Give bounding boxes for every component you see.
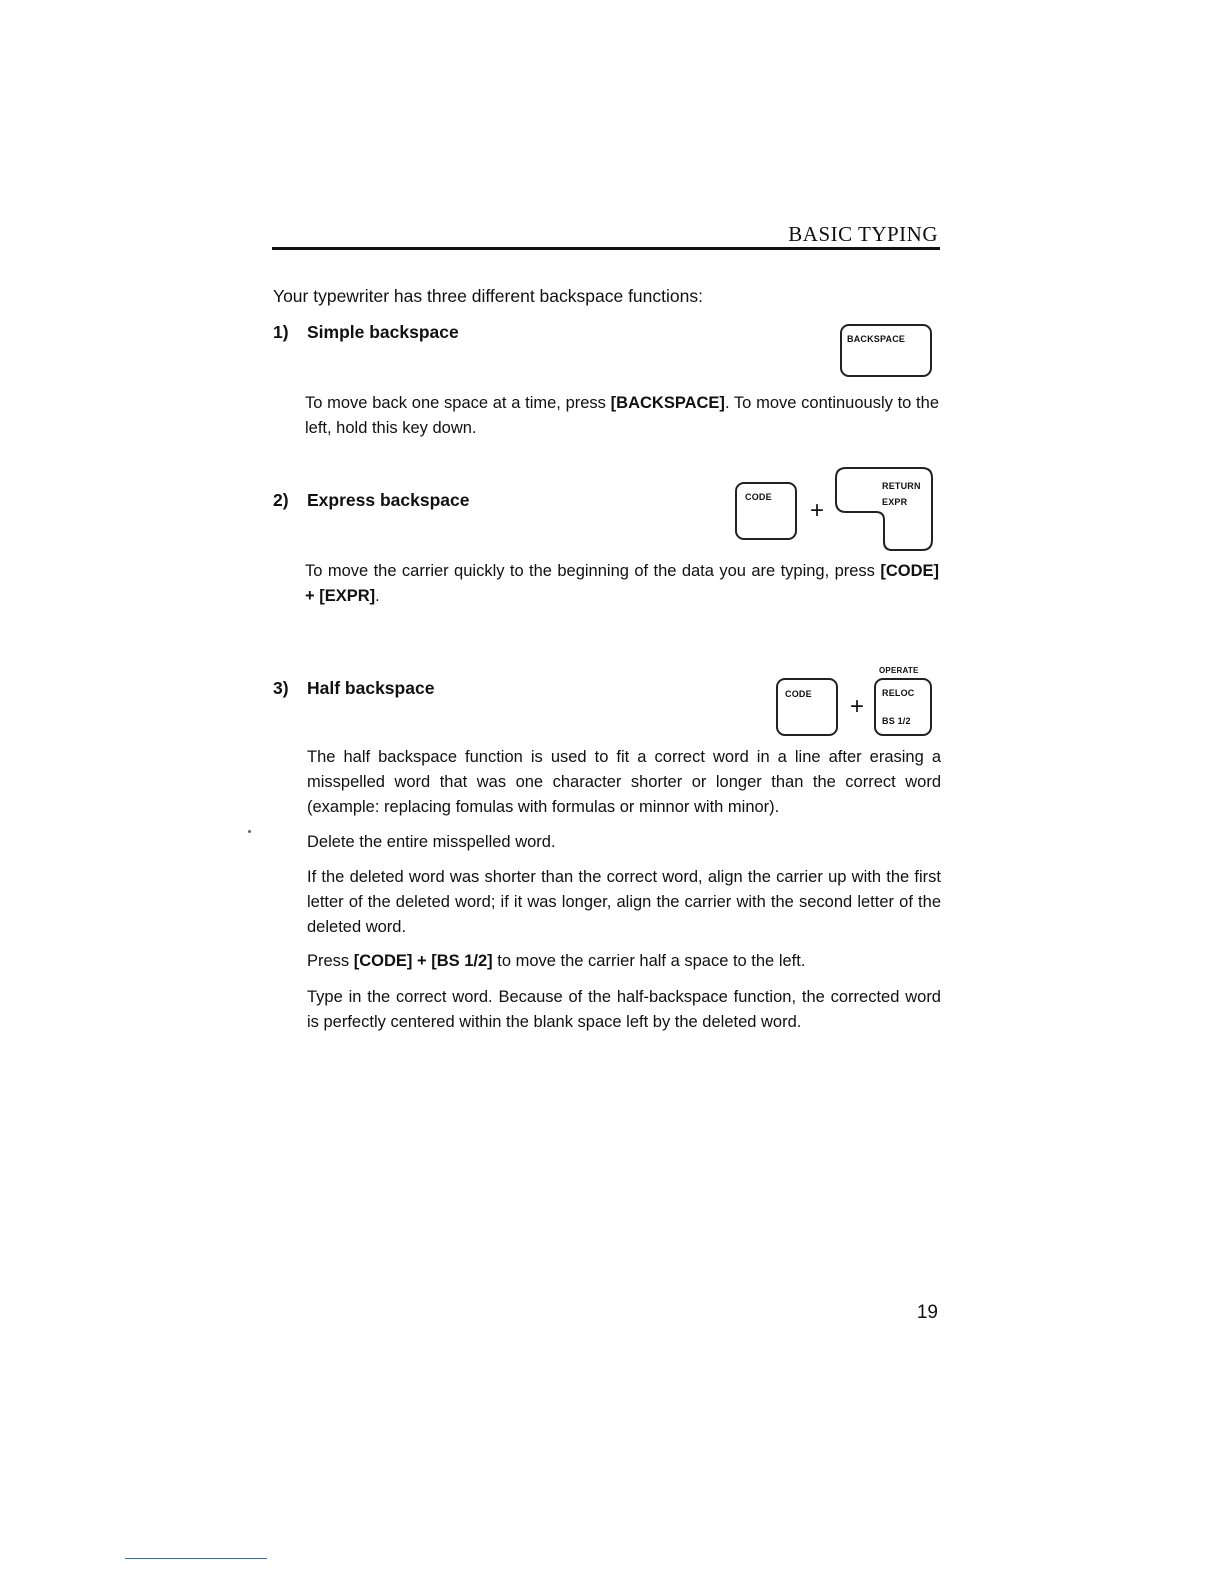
operate-label: OPERATE bbox=[879, 666, 919, 675]
section-3-heading bbox=[273, 678, 434, 699]
return-key-illustration bbox=[834, 466, 934, 552]
code-key-illustration-2 bbox=[776, 678, 838, 736]
section-1-title: Simple backspace bbox=[307, 322, 459, 342]
plus-sign: + bbox=[810, 497, 825, 524]
section-3-body: The half backspace function is used to fit a correct word in a line after erasing a misspelled word that was one character shorter or longer than the correct word (example: replacing fomulas with formulas or minnor with minor). bbox=[307, 748, 941, 816]
section-2-title: Express backspace bbox=[307, 490, 470, 510]
reloc-key-label: RELOC bbox=[882, 688, 915, 698]
bs-half-key-label: BS 1/2 bbox=[882, 716, 911, 726]
running-header: BASIC TYPING bbox=[788, 222, 938, 246]
section-3-step-delete: Delete the entire misspelled word. bbox=[307, 833, 556, 851]
reloc-bs-key-illustration bbox=[874, 678, 932, 736]
section-2-heading bbox=[273, 490, 469, 511]
return-key-label: RETURN bbox=[882, 481, 921, 491]
intro-text: Your typewriter has three different backspace functions: bbox=[273, 286, 703, 306]
section-2-body: To move the carrier quickly to the beginning of the data you are typing, press [CODE] + [EXPR]. bbox=[305, 562, 939, 605]
section-1-heading bbox=[273, 322, 459, 343]
backspace-key-label: BACKSPACE bbox=[847, 334, 906, 344]
section-1-body: To move back one space at a time, press [BACKSPACE]. To move continuously to the left, hold this key down. bbox=[305, 394, 939, 437]
section-3-title: Half backspace bbox=[307, 678, 435, 698]
section-2-number: 2) bbox=[273, 490, 289, 510]
code-expr-key-ref: [CODE] + [EXPR] bbox=[305, 562, 939, 605]
section-3-number: 3) bbox=[273, 678, 289, 698]
code-key-illustration bbox=[735, 482, 797, 540]
section-3-step-align: If the deleted word was shorter than the correct word, align the carrier up with the first letter of the deleted word; if it was longer, align the carrier with the second letter of the deleted word. bbox=[307, 868, 941, 936]
expr-key-label: EXPR bbox=[882, 497, 908, 507]
backspace-key-ref: [BACKSPACE] bbox=[610, 394, 725, 412]
header-rule bbox=[272, 247, 940, 250]
plus-sign-2: + bbox=[850, 693, 865, 720]
code-bs-key-ref: [CODE] + [BS 1/2] bbox=[353, 952, 493, 970]
page-number: 19 bbox=[916, 1302, 938, 1323]
footer-rule bbox=[125, 1558, 267, 1559]
code-key-label-2: CODE bbox=[785, 689, 812, 699]
section-1-number: 1) bbox=[273, 322, 289, 342]
scan-speck bbox=[248, 830, 251, 833]
section-3-step-press: Press [CODE] + [BS 1/2] to move the carrier half a space to the left. bbox=[307, 952, 806, 970]
backspace-key-illustration bbox=[840, 324, 932, 377]
section-3-step-type: Type in the correct word. Because of the half-backspace function, the corrected word is perfectly centered within the blank space left by the deleted word. bbox=[307, 988, 941, 1031]
code-key-label: CODE bbox=[745, 492, 772, 502]
